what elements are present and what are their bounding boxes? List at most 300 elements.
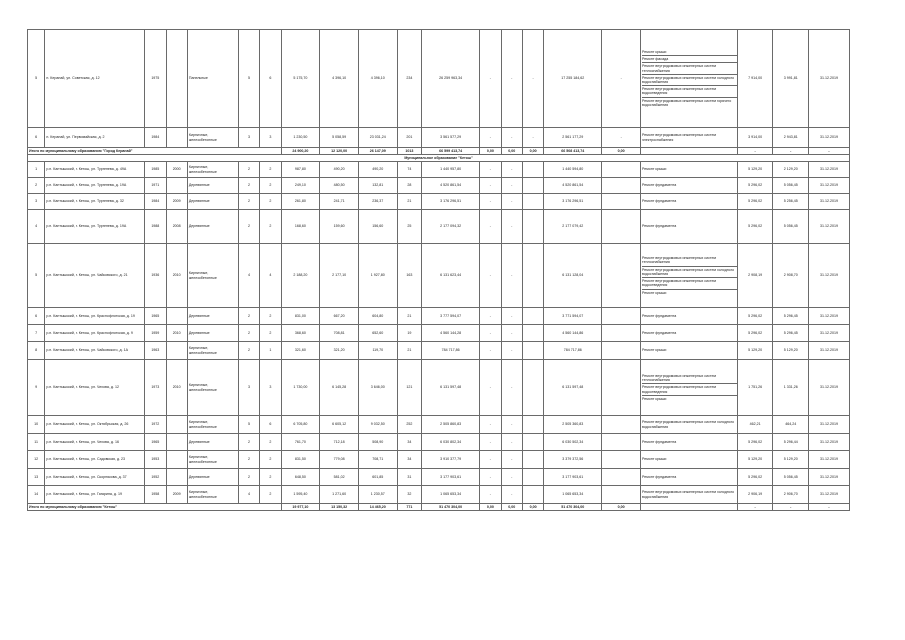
cell-floors: 2: [238, 178, 259, 194]
cell-year2: 2010: [166, 360, 187, 416]
cell-fund-a: -: [480, 210, 501, 244]
cell-cost-total: 2 505 860,83: [422, 416, 480, 434]
cell-fund-a: -: [480, 416, 501, 434]
total-fund-b: 0,00: [501, 148, 522, 155]
cell-other: [602, 178, 641, 194]
work-item: Ремонт внутридомовых инженерных систем горячего водоснабжения: [642, 98, 732, 107]
cell-entrances: 3: [260, 128, 281, 148]
cell-area-b: 604,80: [358, 308, 397, 325]
cell-unit-cost: 5 296,02: [737, 469, 773, 486]
cell-fund-c: [522, 416, 543, 434]
works-cell: [641, 342, 738, 360]
cell-fund-b: -: [501, 325, 522, 342]
cell-residents: 32: [397, 486, 421, 504]
cell-year2: [166, 308, 187, 325]
cell-year1: 1959: [145, 325, 166, 342]
cell-area-a: 581,02: [320, 469, 359, 486]
cell-year1: 1953: [145, 451, 166, 469]
table-row: [28, 128, 850, 148]
cell-fund-b: -: [501, 178, 522, 194]
cell-owners: 6 030 502,34: [544, 434, 602, 451]
cell-owners: 784 717,86: [544, 342, 602, 360]
cell-area-total: 1 595,40: [281, 486, 320, 504]
cell-area-b: 236,37: [358, 194, 397, 210]
cell-entrances: 2: [260, 451, 281, 469]
cell-year1: 1965: [145, 308, 166, 325]
cell-entrances: 3: [260, 360, 281, 416]
total-area-total: 19 977,10: [281, 504, 320, 511]
table-row: [28, 360, 850, 416]
cell-cost-total: 3 561 577,29: [422, 128, 480, 148]
cell-fund-a: -: [480, 486, 501, 504]
cell-max-cost: 3 991,81: [773, 30, 809, 128]
work-item: Ремонт внутридомовых инженерных систем холодного водоснабжения: [642, 490, 735, 499]
cell-fund-b: -: [501, 30, 522, 128]
cell-floors: 5: [238, 416, 259, 434]
cell-floors: 2: [238, 308, 259, 325]
cell-year1: 1984: [145, 194, 166, 210]
work-item: Ремонт фундамента: [642, 183, 677, 188]
cell-num: 13: [28, 469, 45, 486]
cell-max-cost: 5 129,20: [773, 342, 809, 360]
cell-residents: 252: [397, 416, 421, 434]
cell-cost-total: 4 560 144,28: [422, 325, 480, 342]
cell-area-total: 987,80: [281, 162, 320, 178]
work-item: Ремонт крыши: [642, 49, 737, 56]
works-cell: [641, 434, 738, 451]
work-item: Ремонт внутридомовых инженерных систем холодного водоснабжения: [642, 420, 735, 429]
table-row: [28, 162, 850, 178]
cell-fund-c: [522, 162, 543, 178]
cell-unit-cost: 3 914,00: [737, 128, 773, 148]
cell-other: [602, 308, 641, 325]
cell-fund-b: -: [501, 342, 522, 360]
work-item: Ремонт крыши: [642, 290, 667, 295]
total-area-a: 12 120,00: [320, 148, 359, 155]
cell-fund-b: -: [501, 162, 522, 178]
cell-material: Кирпичные, железобетонные: [187, 128, 238, 148]
work-item: Ремонт крыши: [642, 167, 667, 172]
work-item: Ремонт фундамента: [642, 224, 677, 229]
cell-num: 3: [28, 194, 45, 210]
cell-cost-total: 6 131 623,44: [422, 244, 480, 308]
cell-residents: 201: [397, 128, 421, 148]
total-fund-c: 0,00: [522, 504, 543, 511]
work-item: Ремонт крыши: [642, 348, 667, 353]
capital-repair-table: [27, 29, 850, 511]
cell-area-total: 5 175,70: [281, 30, 320, 128]
cell-date: 31.12.2019: [809, 178, 850, 194]
cell-fund-c: [522, 210, 543, 244]
work-item: Ремонт внутридомовых инженерных систем водоотведения: [642, 384, 737, 395]
cell-num: 10: [28, 416, 45, 434]
cell-max-cost: 1 331,26: [773, 360, 809, 416]
total-residents: 1013: [397, 148, 421, 155]
cell-max-cost: 5 296,44: [773, 434, 809, 451]
cell-fund-a: -: [480, 325, 501, 342]
total-cost-total: 66 599 413,74: [422, 148, 480, 155]
cell-other: -: [602, 128, 641, 148]
cell-area-a: 708,81: [320, 325, 359, 342]
cell-unit-cost: 5 296,02: [737, 308, 773, 325]
cell-year2: 2010: [166, 325, 187, 342]
cell-entrances: 2: [260, 194, 281, 210]
total-area-total: 24 900,20: [281, 148, 320, 155]
cell-unit-cost: 5 296,02: [737, 434, 773, 451]
works-cell: [641, 451, 738, 469]
cell-year2: 2010: [166, 244, 187, 308]
cell-area-a: 490,20: [320, 162, 359, 178]
cell-entrances: 2: [260, 434, 281, 451]
cell-year2: [166, 342, 187, 360]
cell-date: 31.12.2019: [809, 308, 850, 325]
cell-cost-total: 6 030 802,34: [422, 434, 480, 451]
table-row: [28, 451, 850, 469]
cell-fund-a: -: [480, 244, 501, 308]
cell-area-total: 368,60: [281, 325, 320, 342]
cell-address: р.п. Кантышский, г. Кетош, ул. Чехова, д. 12: [45, 360, 145, 416]
cell-owners: 3 177 903,61: [544, 469, 602, 486]
cell-address: п. Керанай, ул. Советская, д. 12: [45, 30, 145, 128]
cell-area-total: 249,10: [281, 178, 320, 194]
work-item: Ремонт внутридомовых инженерных систем водоотведения: [642, 86, 737, 97]
cell-fund-c: [522, 360, 543, 416]
cell-fund-c: -: [522, 30, 543, 128]
cell-year1: 1984: [145, 128, 166, 148]
cell-area-b: 9 032,50: [358, 416, 397, 434]
total-works: [641, 504, 738, 511]
works-cell: [641, 128, 738, 148]
cell-owners: 2 177 079,42: [544, 210, 602, 244]
cell-date: 31.12.2019: [809, 194, 850, 210]
total-label: Итого по муниципальному образованию "Город Керанай": [28, 148, 282, 155]
cell-date: 31.12.2019: [809, 451, 850, 469]
cell-address: р.п. Кантышский, г. Кетош, ул. Тургенева, д. 19А: [45, 178, 145, 194]
cell-year2: [166, 178, 187, 194]
table-row: [28, 342, 850, 360]
cell-fund-c: [522, 178, 543, 194]
cell-num: 14: [28, 486, 45, 504]
cell-fund-c: [522, 308, 543, 325]
works-cell: [641, 162, 738, 178]
cell-floors: 3: [238, 128, 259, 148]
work-item: Ремонт фундамента: [642, 313, 677, 318]
cell-owners: 3 379 372,56: [544, 451, 602, 469]
cell-fund-c: [522, 486, 543, 504]
cell-other: [602, 451, 641, 469]
cell-fund-a: -: [480, 434, 501, 451]
cell-address: р.п. Кантышский, г. Кетош, ул. Тургенева, д. 19А: [45, 210, 145, 244]
cell-cost-total: 1 440 957,80: [422, 162, 480, 178]
cell-cost-total: 3 777 594,07: [422, 308, 480, 325]
total-other: 0,00: [602, 148, 641, 155]
cell-unit-cost: 2 906,19: [737, 486, 773, 504]
cell-entrances: 1: [260, 342, 281, 360]
table-row: [28, 486, 850, 504]
cell-material: Кирпичные, железобетонные: [187, 451, 238, 469]
cell-area-b: 508,90: [358, 434, 397, 451]
cell-entrances: 2: [260, 469, 281, 486]
cell-address: р.п. Кантышский, г. Кетош, ул. Садовская, д. 23: [45, 451, 145, 469]
total-owners: 66 508 413,74: [544, 148, 602, 155]
total-fund-b: 0,00: [501, 504, 522, 511]
table-row: [28, 469, 850, 486]
cell-fund-a: -: [480, 162, 501, 178]
total-cost-total: 51 470 304,00: [422, 504, 480, 511]
cell-cost-total: 26 259 963,34: [422, 30, 480, 128]
cell-year1: 1936: [145, 244, 166, 308]
cell-residents: 31: [397, 469, 421, 486]
cell-entrances: 2: [260, 210, 281, 244]
works-cell: [641, 360, 738, 416]
cell-cost-total: 1 065 653,34: [422, 486, 480, 504]
cell-address: р.п. Кантышский, г. Кетош, ул. Чайковского, д. 21: [45, 244, 145, 308]
cell-area-b: 4 396,10: [358, 30, 397, 128]
cell-max-cost: 5 296,45: [773, 308, 809, 325]
works-cell: [641, 325, 738, 342]
cell-area-total: 2 188,20: [281, 244, 320, 308]
cell-year2: [166, 416, 187, 434]
cell-unit-cost: 2 908,19: [737, 244, 773, 308]
cell-other: -: [602, 30, 641, 128]
cell-owners: 3 771 594,07: [544, 308, 602, 325]
cell-area-total: 1 730,00: [281, 360, 320, 416]
document-sheet: [27, 29, 850, 511]
cell-year1: 1965: [145, 434, 166, 451]
work-item: Ремонт внутридомовых инженерных систем теплоснабжения: [642, 63, 737, 74]
cell-floors: 2: [238, 469, 259, 486]
cell-address: р.п. Кантышский, г. Кетош, ул. Октябрьская, д. 26: [45, 416, 145, 434]
cell-num: 12: [28, 451, 45, 469]
cell-fund-c: [522, 325, 543, 342]
cell-area-a: 4 396,10: [320, 30, 359, 128]
cell-entrances: 2: [260, 486, 281, 504]
cell-floors: 2: [238, 194, 259, 210]
cell-floors: 5: [238, 30, 259, 128]
cell-max-cost: 2 943,81: [773, 128, 809, 148]
cell-max-cost: 2 129,20: [773, 162, 809, 178]
total-works: [641, 148, 738, 155]
work-item: Ремонт фундамента: [642, 474, 677, 479]
cell-fund-c: [522, 434, 543, 451]
cell-other: [602, 434, 641, 451]
cell-residents: 34: [397, 451, 421, 469]
cell-unit-cost: 462,21: [737, 416, 773, 434]
cell-max-cost: 5 296,45: [773, 325, 809, 342]
cell-cost-total: 3 910 377,79: [422, 451, 480, 469]
cell-area-total: 831,50: [281, 451, 320, 469]
cell-material: Деревянные: [187, 308, 238, 325]
table-row: [28, 434, 850, 451]
cell-floors: 4: [238, 486, 259, 504]
total-owners: 51 470 304,00: [544, 504, 602, 511]
cell-owners: 4 560 144,86: [544, 325, 602, 342]
cell-address: р.п. Кантышский, г. Кетош, ул. Краснофлотская, д. 19: [45, 308, 145, 325]
cell-unit-cost: 5 129,20: [737, 162, 773, 178]
cell-area-total: 648,50: [281, 469, 320, 486]
cell-date: 31.12.2019: [809, 486, 850, 504]
cell-other: [602, 194, 641, 210]
cell-area-a: 6 145,28: [320, 360, 359, 416]
cell-residents: 121: [397, 360, 421, 416]
total-area-a: 13 150,32: [320, 504, 359, 511]
cell-unit-cost: 5 129,20: [737, 451, 773, 469]
cell-cost-total: 784 717,86: [422, 342, 480, 360]
cell-date: 31.12.2019: [809, 416, 850, 434]
work-item: Ремонт фасада: [642, 56, 737, 63]
total-date: -: [809, 148, 850, 155]
works-cell: [641, 469, 738, 486]
cell-unit-cost: 5 296,02: [737, 178, 773, 194]
cell-area-a: 6 605,12: [320, 416, 359, 434]
cell-year1: 1958: [145, 486, 166, 504]
table-row: [28, 178, 850, 194]
cell-fund-b: -: [501, 210, 522, 244]
cell-max-cost: 2 906,70: [773, 486, 809, 504]
cell-year2: 2009: [166, 194, 187, 210]
cell-material: Деревянные: [187, 434, 238, 451]
cell-unit-cost: 1 751,26: [737, 360, 773, 416]
total-residents: 771: [397, 504, 421, 511]
cell-entrances: 4: [260, 244, 281, 308]
total-area-b: 26 147,09: [358, 148, 397, 155]
cell-area-a: 2 177,10: [320, 244, 359, 308]
cell-owners: 3 176 296,51: [544, 194, 602, 210]
works-cell: [641, 244, 738, 308]
cell-year2: [166, 451, 187, 469]
cell-year1: 1985: [145, 162, 166, 178]
cell-unit-cost: 5 296,02: [737, 210, 773, 244]
cell-area-b: 156,60: [358, 210, 397, 244]
cell-fund-a: -: [480, 128, 501, 148]
cell-date: 31.12.2019: [809, 30, 850, 128]
cell-area-b: 1 230,57: [358, 486, 397, 504]
cell-material: Деревянные: [187, 325, 238, 342]
cell-area-a: 241,71: [320, 194, 359, 210]
work-item: Ремонт внутридомовых инженерных систем холодного водоснабжения: [642, 75, 737, 86]
cell-fund-a: -: [480, 30, 501, 128]
work-item: Ремонт внутридомовых инженерных систем водоотведения: [642, 278, 737, 289]
total-unit-cost: -: [737, 504, 773, 511]
cell-entrances: 2: [260, 178, 281, 194]
cell-material: Деревянные: [187, 210, 238, 244]
cell-max-cost: 5 056,45: [773, 469, 809, 486]
cell-residents: 28: [397, 178, 421, 194]
cell-year2: [166, 469, 187, 486]
cell-year1: 1952: [145, 469, 166, 486]
cell-residents: 19: [397, 325, 421, 342]
cell-material: Деревянные: [187, 178, 238, 194]
cell-address: р.п. Кантышский, г. Кетош, ул. Тургенева, д. 32: [45, 194, 145, 210]
total-date: -: [809, 504, 850, 511]
cell-other: [602, 416, 641, 434]
works-cell: [641, 178, 738, 194]
cell-area-a: 480,50: [320, 178, 359, 194]
work-item: Ремонт внутридомовых инженерных систем холодного водоснабжения: [642, 267, 737, 278]
total-row: [28, 148, 850, 155]
cell-fund-b: -: [501, 194, 522, 210]
cell-fund-c: [522, 194, 543, 210]
works-cell: [641, 486, 738, 504]
cell-year1: 1972: [145, 416, 166, 434]
cell-address: р.п. Кантышский, г. Кетош, ул. Гагарина, д. 19: [45, 486, 145, 504]
cell-owners: 4 520 861,54: [544, 178, 602, 194]
cell-residents: 21: [397, 342, 421, 360]
work-item: Ремонт внутридомовых инженерных систем электроснабжения: [642, 133, 716, 142]
cell-cost-total: 3 177 903,61: [422, 469, 480, 486]
works-cell: [641, 308, 738, 325]
cell-floors: 2: [238, 451, 259, 469]
cell-num: 7: [28, 325, 45, 342]
cell-date: 31.12.2019: [809, 162, 850, 178]
cell-entrances: 6: [260, 416, 281, 434]
cell-floors: 2: [238, 434, 259, 451]
cell-other: [602, 469, 641, 486]
cell-address: п. Керанай, ул. Первомайская, д. 2: [45, 128, 145, 148]
cell-floors: 3: [238, 360, 259, 416]
cell-owners: 1 065 653,34: [544, 486, 602, 504]
cell-fund-a: -: [480, 308, 501, 325]
cell-area-b: 3 646,00: [358, 360, 397, 416]
cell-num: 5: [28, 30, 45, 128]
cell-date: 31.12.2019: [809, 360, 850, 416]
cell-area-total: 261,80: [281, 194, 320, 210]
cell-fund-b: -: [501, 128, 522, 148]
cell-material: Деревянные: [187, 469, 238, 486]
cell-max-cost: 5 129,20: [773, 451, 809, 469]
cell-year1: 1971: [145, 178, 166, 194]
cell-unit-cost: 7 914,00: [737, 30, 773, 128]
cell-area-a: 779,08: [320, 451, 359, 469]
cell-year2: 2009: [166, 486, 187, 504]
cell-area-b: 601,85: [358, 469, 397, 486]
cell-address: р.п. Кантышский, г. Кетош, ул. Чайковского, д. 1А: [45, 342, 145, 360]
cell-fund-b: -: [501, 469, 522, 486]
cell-residents: 21: [397, 308, 421, 325]
cell-max-cost: 5 056,45: [773, 178, 809, 194]
cell-cost-total: 4 520 861,54: [422, 178, 480, 194]
work-item: Ремонт крыши: [642, 457, 667, 462]
cell-fund-c: [522, 451, 543, 469]
cell-area-a: 321,20: [320, 342, 359, 360]
cell-material: Кирпичные, железобетонные: [187, 162, 238, 178]
total-other: 0,00: [602, 504, 641, 511]
cell-material: Деревянные: [187, 194, 238, 210]
table-row: [28, 325, 850, 342]
total-max-cost: -: [773, 148, 809, 155]
total-unit-cost: -: [737, 148, 773, 155]
cell-residents: 163: [397, 244, 421, 308]
cell-other: [602, 244, 641, 308]
cell-year2: 2000: [166, 162, 187, 178]
cell-residents: 234: [397, 30, 421, 128]
cell-floors: 2: [238, 210, 259, 244]
cell-residents: 25: [397, 210, 421, 244]
cell-material: Кирпичные, железобетонные: [187, 342, 238, 360]
total-fund-a: 0,00: [480, 148, 501, 155]
cell-fund-b: -: [501, 434, 522, 451]
table-body: [28, 30, 850, 511]
cell-address: р.п. Кантышский, г. Кетош, ул. Скорнякова, д. 37: [45, 469, 145, 486]
cell-area-a: 159,60: [320, 210, 359, 244]
cell-area-total: 761,70: [281, 434, 320, 451]
cell-fund-c: [522, 244, 543, 308]
cell-material: Кирпичные, железобетонные: [187, 360, 238, 416]
cell-year2: [166, 30, 187, 128]
cell-cost-total: 2 177 094,32: [422, 210, 480, 244]
cell-area-b: 652,60: [358, 325, 397, 342]
cell-fund-a: -: [480, 451, 501, 469]
